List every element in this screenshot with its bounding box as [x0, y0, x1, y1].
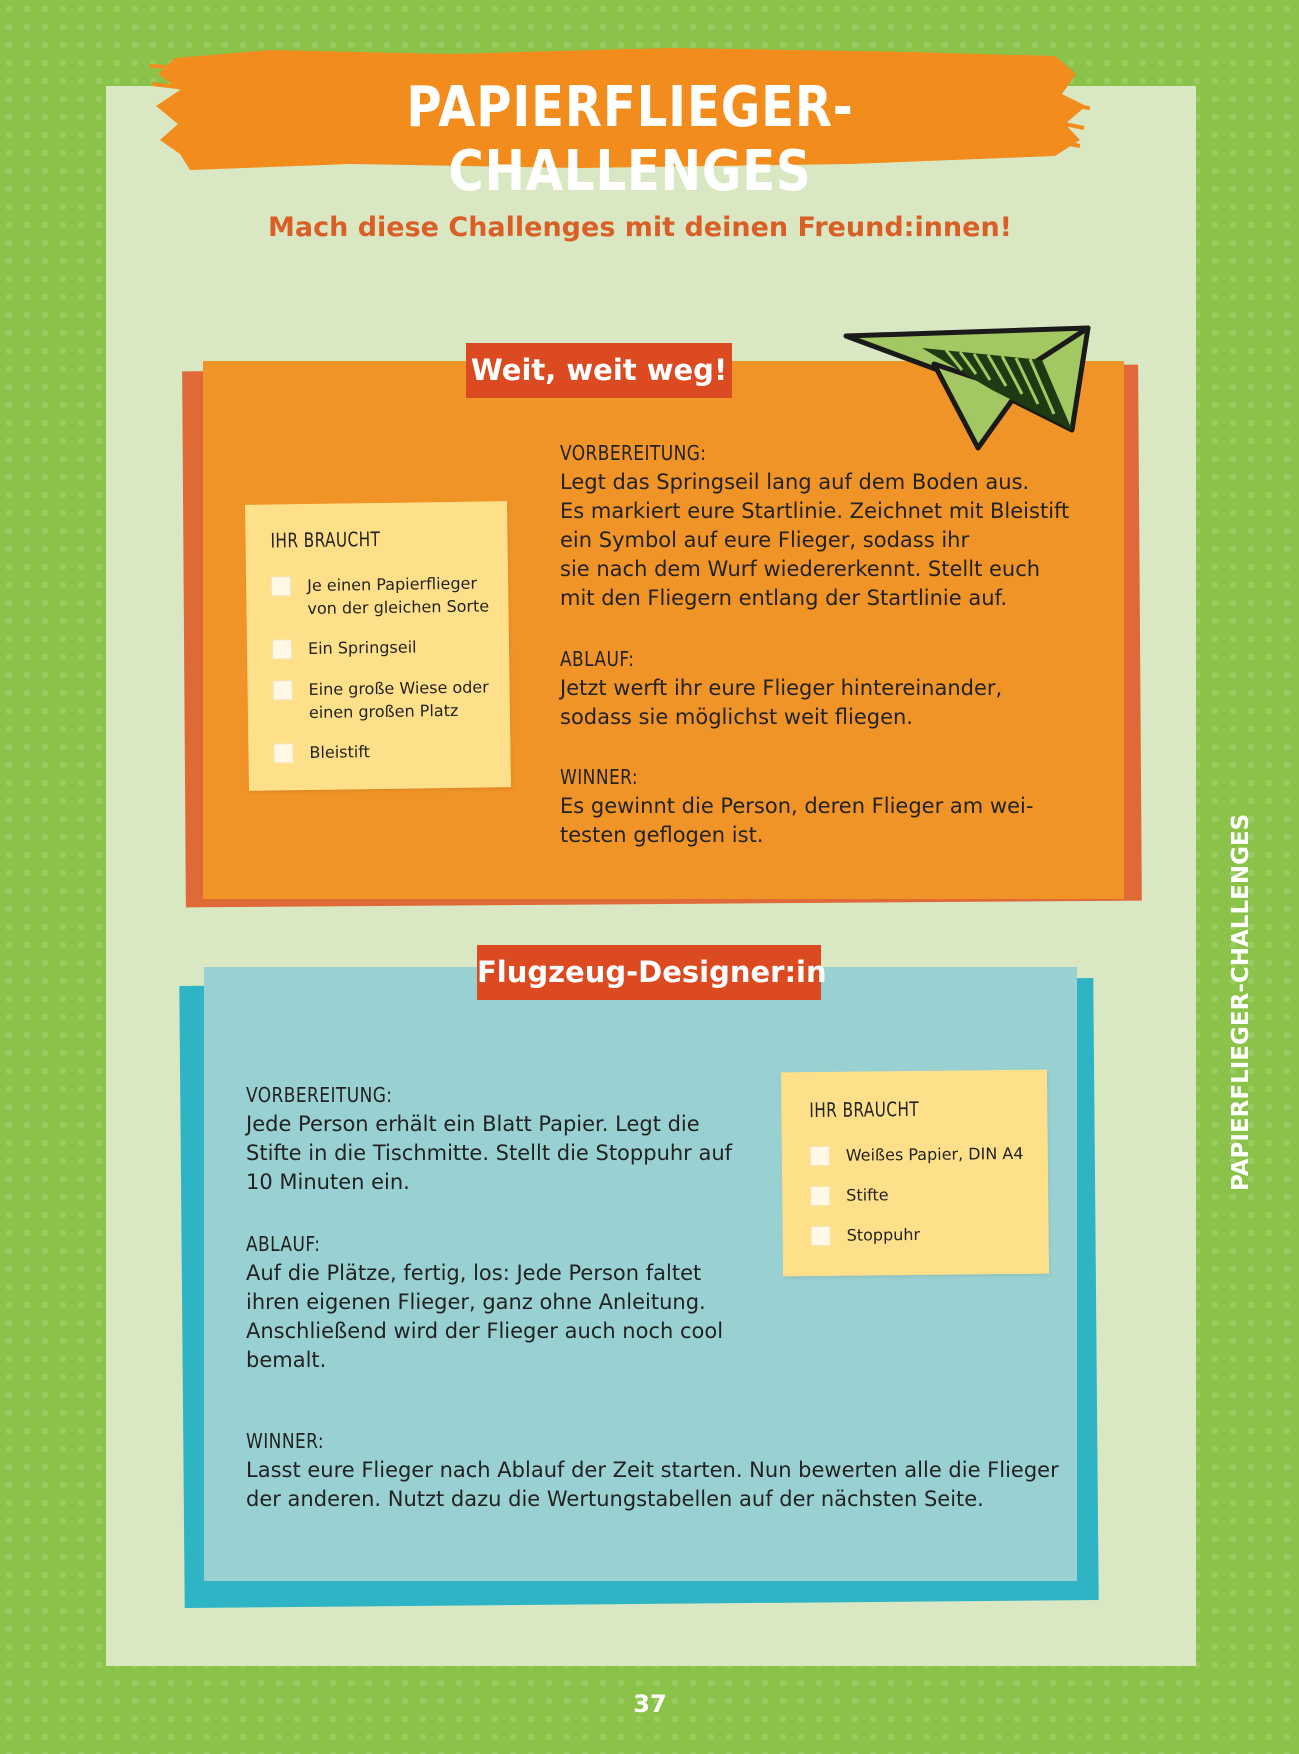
challenge2-flow-heading: ABLAUF:: [246, 1232, 321, 1256]
challenge1-title: Weit, weit weg!: [466, 343, 732, 398]
challenge2-title: Flugzeug-Designer:in: [477, 945, 821, 1000]
challenge2-winner-heading: WINNER:: [246, 1429, 325, 1453]
checkbox-icon[interactable]: [272, 639, 292, 659]
challenge1-prep-text: Legt das Springseil lang auf dem Boden aus. Es markiert eure Startlinie. Zeichnet mit Bleistift ein Symbol auf eure Flieger, sodass ihr sie nach dem Wurf wiedererkennt. Stellt euch mit den Fliegern entlang der Startlinie auf.: [560, 470, 1070, 610]
challenge2-supply-item[interactable]: Stoppuhr: [811, 1222, 1041, 1247]
challenge1-flow-text: Jetzt werft ihr eure Flieger hintereinander, sodass sie möglichst weit fliegen.: [560, 676, 1003, 729]
challenge2-supplies-heading: IHR BRAUCHT: [809, 1096, 920, 1123]
challenge2-supply-item[interactable]: Weißes Papier, DIN A4: [810, 1142, 1040, 1167]
challenge2-flow-text: Auf die Plätze, fertig, los: Jede Person faltet ihren eigenen Flieger, ganz ohne Anleitung. Anschließend wird der Flieger auch noch cool bemalt.: [246, 1261, 724, 1372]
page-number: 37: [633, 1690, 667, 1718]
challenge2-supply-item[interactable]: Stifte: [810, 1182, 1040, 1207]
checkbox-icon[interactable]: [810, 1146, 830, 1166]
checkbox-icon[interactable]: [272, 680, 292, 700]
page-subtitle: Mach diese Challenges mit deinen Freund:innen!: [267, 212, 1012, 243]
checkbox-icon[interactable]: [810, 1186, 830, 1206]
challenge1-supply-item[interactable]: Bleistift: [273, 738, 503, 764]
challenge2-supplies-note: [781, 1070, 1049, 1277]
challenge1-supplies-note: [245, 501, 511, 791]
page-title: PAPIERFLIEGER-CHALLENGES: [406, 75, 854, 204]
challenge1-flow-heading: ABLAUF:: [560, 647, 635, 671]
challenge1-supplies-heading: IHR BRAUCHT: [270, 526, 381, 553]
challenge1-winner-heading: WINNER:: [560, 765, 639, 789]
checkbox-icon[interactable]: [811, 1226, 831, 1246]
challenge1-winner-text: Es gewinnt die Person, deren Flieger am wei- testen geflogen ist.: [560, 794, 1034, 847]
challenge1-supply-item[interactable]: Eine große Wiese oder einen großen Platz: [272, 675, 503, 724]
challenge1-supply-item[interactable]: Ein Springseil: [272, 634, 502, 660]
challenge2-prep-heading: VORBEREITUNG:: [246, 1083, 393, 1107]
checkbox-icon[interactable]: [271, 576, 291, 596]
checkbox-icon[interactable]: [273, 743, 293, 763]
challenge2-winner-text: Lasst eure Flieger nach Ablauf der Zeit starten. Nun bewerten alle die Flieger der anderen. Nutzt dazu die Wertungstabellen auf der nächsten Seite.: [246, 1458, 1059, 1511]
paper-airplane-icon: [842, 318, 1092, 454]
side-chapter-label: PAPIERFLIEGER-CHALLENGES: [1228, 813, 1254, 1191]
challenge2-prep-text: Jede Person erhält ein Blatt Papier. Legt die Stifte in die Tischmitte. Stellt die Stoppuhr auf 10 Minuten ein.: [246, 1112, 733, 1194]
challenge1-supply-item[interactable]: Je einen Papierflieger von der gleichen Sorte: [271, 571, 502, 620]
challenge1-prep-heading: VORBEREITUNG:: [560, 441, 707, 465]
